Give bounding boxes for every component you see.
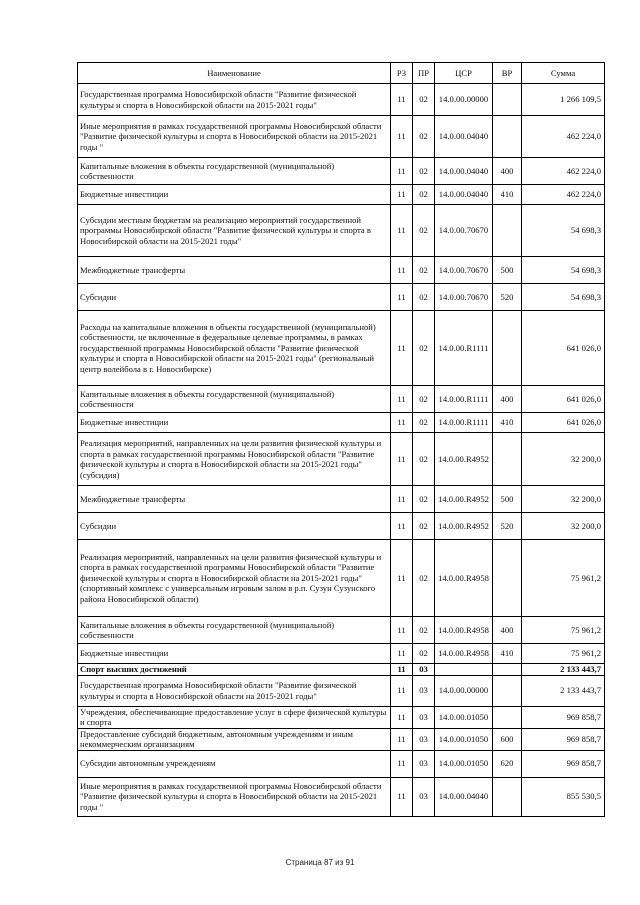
cell-name: Спорт высших достижений [78, 664, 391, 676]
cell-name: Межбюджетные трансферты [78, 257, 391, 284]
cell-sum: 641 026,0 [522, 386, 605, 413]
cell-csr [435, 664, 493, 676]
table-row [78, 205, 605, 257]
cell-rz: 11 [391, 540, 413, 617]
cell-sum: 54 698,3 [522, 257, 605, 284]
cell-pr: 02 [413, 205, 435, 257]
cell-vr: 500 [493, 486, 522, 513]
cell-pr: 03 [413, 728, 435, 750]
cell-pr: 02 [413, 644, 435, 664]
cell-pr: 02 [413, 617, 435, 644]
cell-rz: 11 [391, 116, 413, 158]
cell-sum: 462 224,0 [522, 185, 605, 205]
cell-csr: 14.0.00.00000 [435, 675, 493, 706]
header-pr: ПР [413, 63, 435, 84]
cell-rz: 11 [391, 675, 413, 706]
cell-pr: 02 [413, 540, 435, 617]
cell-vr: 520 [493, 284, 522, 311]
cell-rz: 11 [391, 185, 413, 205]
cell-sum: 2 133 443,7 [522, 664, 605, 676]
cell-csr: 14.0.00.70670 [435, 205, 493, 257]
cell-pr: 02 [413, 257, 435, 284]
cell-sum: 462 224,0 [522, 116, 605, 158]
cell-csr: 14.0.00.R4952 [435, 433, 493, 486]
cell-vr [493, 706, 522, 728]
cell-name: Субсидии [78, 513, 391, 540]
cell-csr: 14.0.00.R1111 [435, 413, 493, 433]
table-row [78, 158, 605, 185]
cell-csr: 14.0.00.R1111 [435, 386, 493, 413]
cell-csr: 14.0.00.01050 [435, 728, 493, 750]
cell-rz: 11 [391, 158, 413, 185]
cell-vr: 400 [493, 158, 522, 185]
cell-csr: 14.0.00.R4958 [435, 540, 493, 617]
cell-name: Расходы на капитальные вложения в объекты государственной (муниципальной) собственности, не включенные в федеральные целевые программы, в рамках государственной программы Новосибирской области "Развитие физической культуры и спорта в Новосибирской области на 2015-2021 годы" (региональный центр волейбола в г. Новосибирске) [78, 311, 391, 386]
cell-pr: 02 [413, 513, 435, 540]
cell-rz: 11 [391, 617, 413, 644]
cell-sum: 969 858,7 [522, 706, 605, 728]
cell-rz: 11 [391, 486, 413, 513]
cell-name: Предоставление субсидий бюджетным, автономным учреждениям и иным некоммерческим организациям [78, 728, 391, 750]
cell-pr: 02 [413, 386, 435, 413]
table-row [78, 413, 605, 433]
cell-vr [493, 116, 522, 158]
cell-rz: 11 [391, 644, 413, 664]
cell-csr: 14.0.00.01050 [435, 750, 493, 777]
cell-pr: 02 [413, 486, 435, 513]
budget-table-container [77, 62, 604, 817]
cell-csr: 14.0.00.04040 [435, 185, 493, 205]
table-row [78, 84, 605, 116]
header-csr: ЦСР [435, 63, 493, 84]
cell-csr: 14.0.00.R4952 [435, 486, 493, 513]
cell-csr: 14.0.00.04040 [435, 116, 493, 158]
cell-vr [493, 311, 522, 386]
table-row [78, 617, 605, 644]
cell-vr: 520 [493, 513, 522, 540]
cell-sum: 75 961,2 [522, 617, 605, 644]
cell-sum: 969 858,7 [522, 728, 605, 750]
table-row [78, 311, 605, 386]
table-body [78, 84, 605, 817]
cell-rz: 11 [391, 513, 413, 540]
cell-sum: 641 026,0 [522, 413, 605, 433]
cell-name: Бюджетные инвестиции [78, 413, 391, 433]
cell-name: Государственная программа Новосибирской области "Развитие физической культуры и спорта в Новосибирской области на 2015-2021 годы" [78, 84, 391, 116]
cell-vr: 410 [493, 185, 522, 205]
cell-sum: 54 698,3 [522, 284, 605, 311]
cell-rz: 11 [391, 664, 413, 676]
cell-csr: 14.0.00.04040 [435, 777, 493, 816]
cell-sum: 2 133 443,7 [522, 675, 605, 706]
table-row [78, 664, 605, 676]
cell-vr: 600 [493, 728, 522, 750]
cell-name: Бюджетные инвестиции [78, 185, 391, 205]
cell-vr: 400 [493, 617, 522, 644]
cell-rz: 11 [391, 706, 413, 728]
table-row [78, 777, 605, 816]
table-row [78, 486, 605, 513]
cell-csr: 14.0.00.R4952 [435, 513, 493, 540]
cell-csr: 14.0.00.R1111 [435, 311, 493, 386]
header-sum: Сумма [522, 63, 605, 84]
cell-rz: 11 [391, 777, 413, 816]
cell-sum: 1 266 109,5 [522, 84, 605, 116]
cell-csr: 14.0.00.70670 [435, 257, 493, 284]
cell-pr: 02 [413, 433, 435, 486]
cell-vr: 620 [493, 750, 522, 777]
budget-table [77, 62, 605, 817]
table-row [78, 433, 605, 486]
cell-name: Реализация мероприятий, направленных на цели развития физической культуры и спорта в рамках государственной программы Новосибирской области "Развитие физической культуры и спорта в Новосибирской области на 2015-2021 годы" (спортивный комплекс с универсальным игровым залом в р.п. Сузун Сузунского района Новосибирской области) [78, 540, 391, 617]
cell-name: Субсидии автономным учреждениям [78, 750, 391, 777]
table-row [78, 675, 605, 706]
cell-sum: 462 224,0 [522, 158, 605, 185]
cell-name: Бюджетные инвестиции [78, 644, 391, 664]
cell-vr [493, 84, 522, 116]
cell-csr: 14.0.00.70670 [435, 284, 493, 311]
cell-sum: 855 530,5 [522, 777, 605, 816]
cell-vr: 410 [493, 644, 522, 664]
cell-rz: 11 [391, 413, 413, 433]
cell-pr: 03 [413, 664, 435, 676]
cell-rz: 11 [391, 311, 413, 386]
cell-vr [493, 205, 522, 257]
cell-vr [493, 433, 522, 486]
table-row [78, 185, 605, 205]
cell-sum: 54 698,3 [522, 205, 605, 257]
cell-vr [493, 675, 522, 706]
cell-sum: 32 200,0 [522, 433, 605, 486]
cell-name: Иные мероприятия в рамках государственной программы Новосибирской области "Развитие физической культуры и спорта в Новосибирской области на 2015-2021 годы " [78, 116, 391, 158]
table-row [78, 284, 605, 311]
cell-sum: 75 961,2 [522, 644, 605, 664]
cell-pr: 02 [413, 116, 435, 158]
header-rz: РЗ [391, 63, 413, 84]
cell-vr [493, 777, 522, 816]
cell-name: Субсидии [78, 284, 391, 311]
cell-vr: 400 [493, 386, 522, 413]
cell-name: Иные мероприятия в рамках государственной программы Новосибирской области "Развитие физической культуры и спорта в Новосибирской области на 2015-2021 годы " [78, 777, 391, 816]
cell-rz: 11 [391, 386, 413, 413]
cell-rz: 11 [391, 205, 413, 257]
cell-vr: 500 [493, 257, 522, 284]
cell-name: Реализация мероприятий, направленных на цели развития физической культуры и спорта в рамках государственной программы Новосибирской области "Развитие физической культуры и спорта в Новосибирской области на 2015-2021 годы" (субсидия) [78, 433, 391, 486]
cell-name: Государственная программа Новосибирской области "Развитие физической культуры и спорта в Новосибирской области на 2015-2021 годы" [78, 675, 391, 706]
cell-pr: 02 [413, 311, 435, 386]
page-number: Страница 87 из 91 [285, 858, 355, 867]
cell-sum: 969 858,7 [522, 750, 605, 777]
table-row [78, 706, 605, 728]
cell-name: Субсидии местным бюджетам на реализацию мероприятий государственной программы Новосибирской области "Развитие физической культуры и спорта в Новосибирской области на 2015-2021 годы" [78, 205, 391, 257]
cell-csr: 14.0.00.R4958 [435, 617, 493, 644]
cell-pr: 03 [413, 777, 435, 816]
cell-name: Учреждения, обеспечивающие предоставление услуг в сфере физической культуры и спорта [78, 706, 391, 728]
cell-pr: 03 [413, 750, 435, 777]
header-vr: ВР [493, 63, 522, 84]
cell-rz: 11 [391, 84, 413, 116]
table-row [78, 540, 605, 617]
table-row [78, 116, 605, 158]
cell-pr: 03 [413, 706, 435, 728]
table-row [78, 750, 605, 777]
table-row [78, 644, 605, 664]
table-row [78, 513, 605, 540]
cell-pr: 02 [413, 284, 435, 311]
cell-pr: 02 [413, 84, 435, 116]
cell-pr: 03 [413, 675, 435, 706]
cell-name: Капитальные вложения в объекты государственной (муниципальной) собственности [78, 617, 391, 644]
cell-sum: 75 961,2 [522, 540, 605, 617]
cell-csr: 14.0.00.R4958 [435, 644, 493, 664]
cell-sum: 32 200,0 [522, 486, 605, 513]
cell-name: Капитальные вложения в объекты государственной (муниципальной) собственности [78, 158, 391, 185]
cell-csr: 14.0.00.04040 [435, 158, 493, 185]
cell-csr: 14.0.00.01050 [435, 706, 493, 728]
cell-rz: 11 [391, 728, 413, 750]
table-row [78, 257, 605, 284]
cell-vr [493, 664, 522, 676]
cell-name: Капитальные вложения в объекты государственной (муниципальной) собственности [78, 386, 391, 413]
cell-rz: 11 [391, 750, 413, 777]
cell-csr: 14.0.00.00000 [435, 84, 493, 116]
cell-vr [493, 540, 522, 617]
cell-pr: 02 [413, 413, 435, 433]
cell-pr: 02 [413, 185, 435, 205]
table-row [78, 728, 605, 750]
cell-rz: 11 [391, 433, 413, 486]
table-row [78, 386, 605, 413]
cell-rz: 11 [391, 257, 413, 284]
cell-rz: 11 [391, 284, 413, 311]
header-name: Наименование [78, 63, 391, 84]
cell-pr: 02 [413, 158, 435, 185]
cell-vr: 410 [493, 413, 522, 433]
table-header-row [78, 63, 605, 84]
cell-sum: 32 200,0 [522, 513, 605, 540]
cell-sum: 641 026,0 [522, 311, 605, 386]
cell-name: Межбюджетные трансферты [78, 486, 391, 513]
